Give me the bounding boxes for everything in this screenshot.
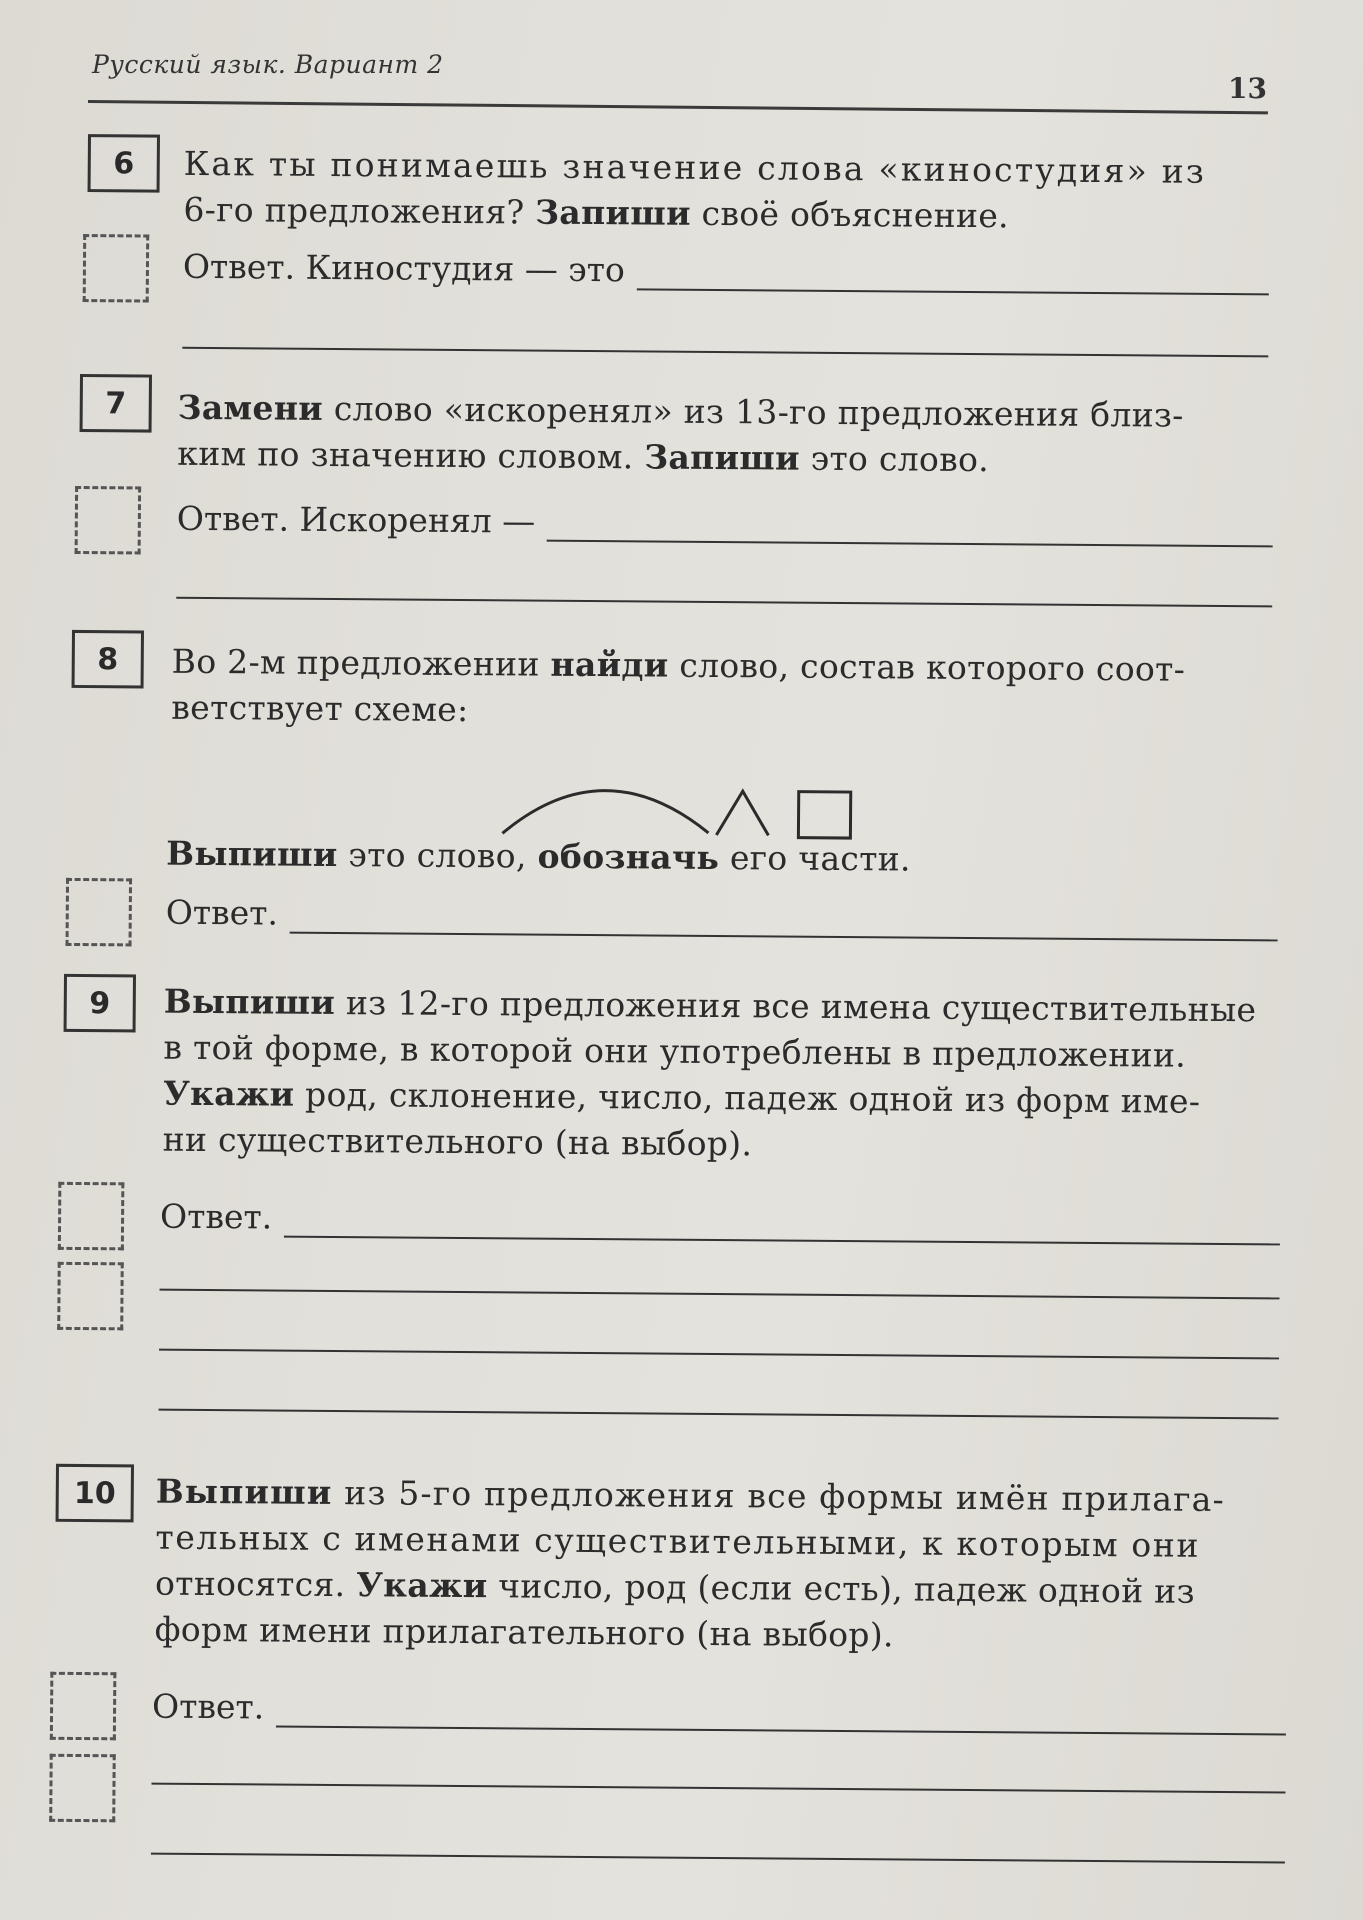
task-9: [0, 973, 1363, 1237]
answer-line[interactable]: [160, 1289, 1280, 1300]
answer-label: Ответ. Киностудия — это: [182, 246, 626, 290]
task-text-line: форм имени прилагательного (на выбор).: [154, 1609, 894, 1655]
task-text-line: Укажи род, склонение, число, падеж одной из форм име-: [162, 1073, 1201, 1121]
morpheme-scheme: [498, 741, 859, 844]
score-box[interactable]: [66, 878, 133, 947]
answer-label: Ответ. Искоренял —: [176, 498, 536, 541]
task-text-line: Замени слово «искоренял» из 13-го предложения близ-: [177, 387, 1184, 435]
task-text-line: Во 2-м предложении найди слово, состав которого соот-: [171, 641, 1186, 689]
task-text-line: Выпиши это слово, обозначь его части.: [166, 833, 911, 879]
answer-row: [166, 893, 1278, 942]
task-number-box: 10: [56, 1464, 134, 1523]
answer-label: Ответ.: [159, 1196, 273, 1237]
header-title: Русский язык. Вариант 2: [92, 50, 444, 79]
task-number-box: 9: [64, 974, 136, 1033]
answer-line[interactable]: [159, 1409, 1279, 1420]
root-arc: [502, 790, 708, 835]
task-number-box: 6: [88, 134, 160, 193]
task-text-line: относятся. Укажи число, род (если есть), падеж одной из: [154, 1563, 1196, 1611]
score-box[interactable]: [83, 234, 150, 303]
task-text-line: Выпиши из 12-го предложения все имена существительные: [163, 981, 1257, 1030]
task-text-line: в той форме, в которой они употреблены в предложении.: [163, 1027, 1187, 1075]
page-number: 13: [1228, 72, 1267, 105]
answer-label: Ответ.: [151, 1686, 265, 1727]
task-text-line: Выпиши из 5-го предложения все формы имён прилага-: [155, 1471, 1226, 1519]
task-number-box: 8: [72, 630, 144, 689]
task-text-line: ким по значению словом. Запиши это слово.: [177, 433, 990, 480]
answer-line[interactable]: [637, 258, 1269, 295]
answer-line[interactable]: [159, 1349, 1279, 1360]
task-text-line: Как ты понимаешь значение слова «киностудия» из: [183, 143, 1207, 191]
task-text-line: ни существительного (на выбор).: [162, 1119, 753, 1164]
answer-row: [160, 1197, 1280, 1246]
suffix-mark: [716, 791, 768, 835]
task-6: [0, 133, 1363, 290]
ending-square: [798, 792, 850, 838]
header-rule: [88, 100, 1268, 114]
answer-line[interactable]: [276, 1696, 1286, 1736]
task-text-line: тельных с именами существительными, к которым они: [155, 1517, 1201, 1565]
answer-label: Ответ.: [165, 892, 279, 933]
score-box[interactable]: [50, 1672, 117, 1741]
answer-line[interactable]: [151, 1783, 1285, 1794]
task-10: [0, 1463, 1363, 1727]
answer-row: [177, 499, 1273, 548]
answer-line[interactable]: [151, 1853, 1285, 1864]
answer-line[interactable]: [290, 902, 1278, 942]
answer-line[interactable]: [284, 1206, 1280, 1246]
task-8: [0, 629, 1363, 933]
task-number-box: 7: [80, 374, 152, 433]
answer-line[interactable]: [176, 597, 1272, 608]
task-text-line: ветствует схеме:: [171, 687, 469, 730]
score-box[interactable]: [75, 486, 142, 555]
task-7: [0, 373, 1363, 541]
answer-line[interactable]: [182, 347, 1268, 358]
answer-row: [152, 1687, 1286, 1736]
answer-line[interactable]: [547, 510, 1273, 548]
score-box[interactable]: [49, 1754, 116, 1823]
task-text-line: 6-го предложения? Запиши своё объяснение.: [183, 189, 1010, 236]
score-box[interactable]: [58, 1182, 125, 1251]
answer-row: [183, 247, 1269, 296]
score-box[interactable]: [57, 1262, 124, 1331]
